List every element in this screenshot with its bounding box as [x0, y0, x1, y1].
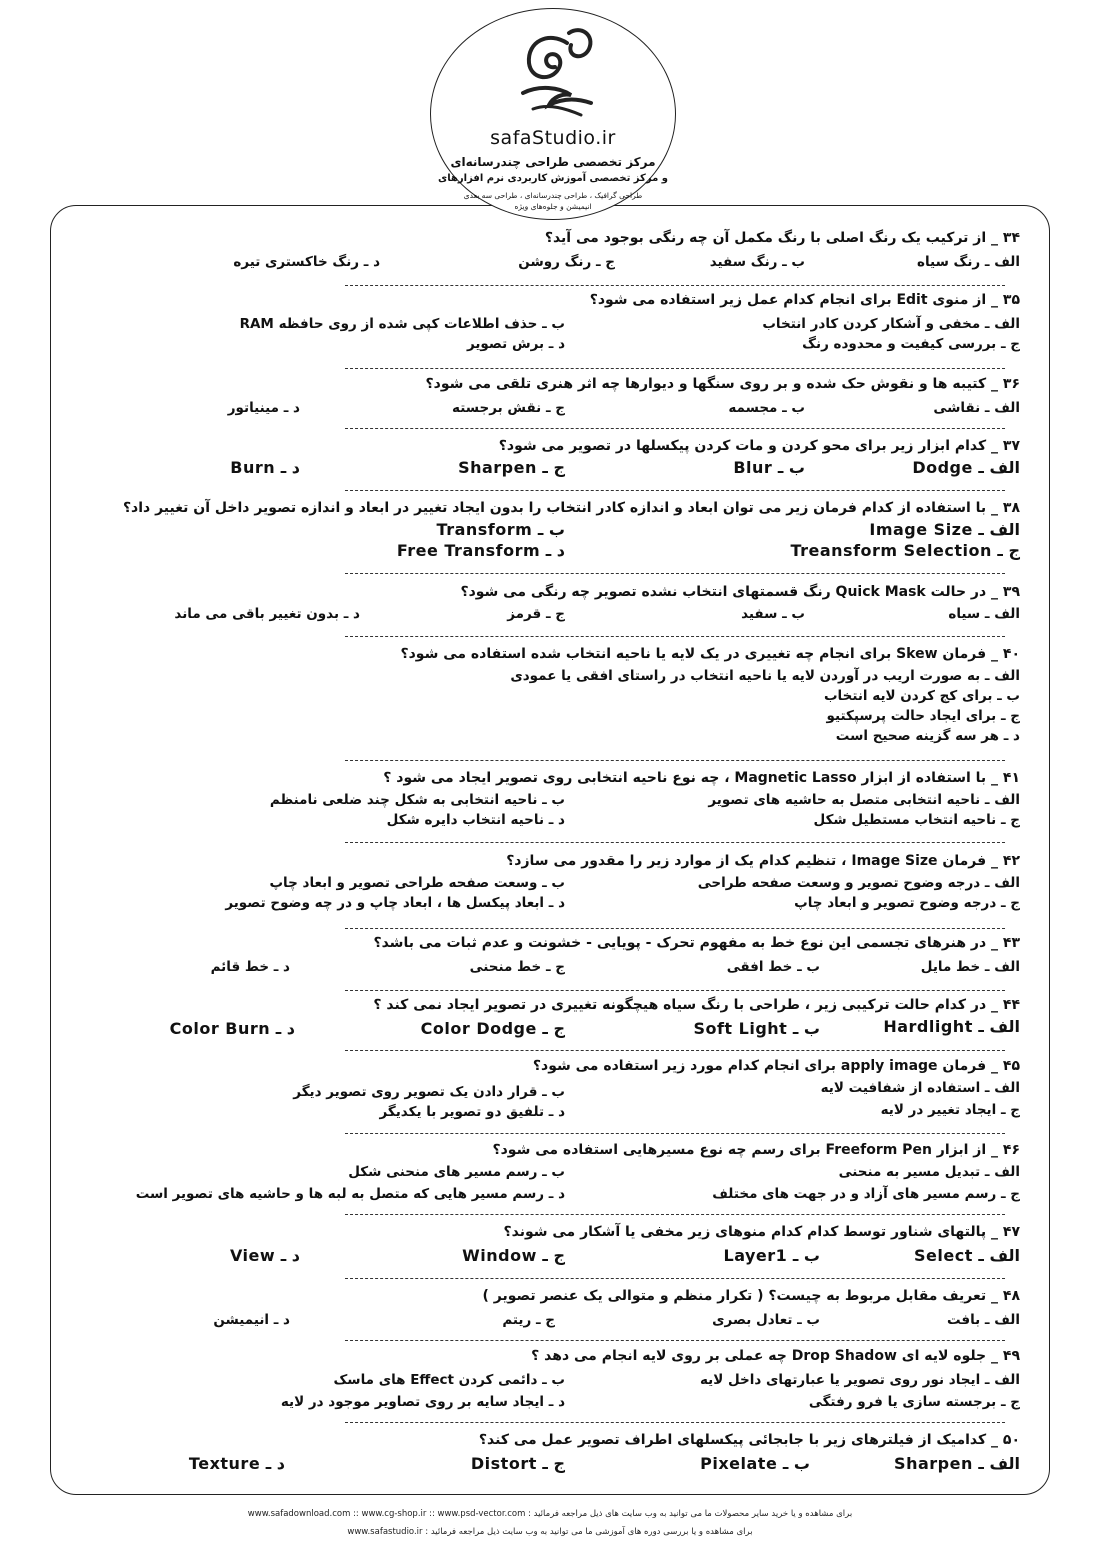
option-a: الف ـ Select [914, 1246, 1020, 1265]
footer-line-1: www.safadownload.com :: www.cg-shop.ir :: www.psd-vector.com : برای مشاهده و یا خرید سایر محصولات ما می توانید به وب سایت های ذیل مراجعه فرمائید [247, 1509, 853, 1519]
option-a: الف ـ تبدیل مسیر به منحنی [838, 1164, 1020, 1180]
option-b: ب ـ Blur [733, 458, 805, 477]
separator [345, 1278, 1005, 1279]
header-line-2: و مرکز تخصصی آموزش کاربردی نرم افزارهای [438, 173, 668, 184]
question-stem: ۳۴ _ از ترکیب یک رنگ اصلی با رنگ مکمل آن چه رنگی بوجود می آید؟ [544, 230, 1020, 246]
option-a: الف ـ مخفی و آشکار کردن کادر انتخاب [762, 316, 1020, 332]
option-b: ب ـ قرار دادن یک تصویر روی تصویر دیگر [293, 1084, 565, 1100]
option-c: ج ـ Treansform Selection [790, 541, 1020, 560]
question-stem: ۳۹ _ در حالت Quick Mask رنگ قسمتهای انتخاب نشده تصویر چه رنگی می شود؟ [460, 584, 1020, 600]
option-c: ج ـ بررسی کیفیت و محدوده رنگ [802, 336, 1020, 352]
separator [345, 573, 1005, 574]
separator [345, 1422, 1005, 1423]
option-b: ب ـ دائمی کردن Effect های ماسک [333, 1372, 565, 1388]
option-d: د ـ View [229, 1246, 300, 1265]
option-d: د ـ Free Transform [396, 541, 565, 560]
question-stem: ۴۲ _ فرمان Image Size ، تنظیم کدام یک از موارد زیر را مقدور می سازد؟ [506, 853, 1020, 869]
option-d: د ـ هر سه گزینه صحیح است [835, 728, 1020, 744]
separator [345, 842, 1005, 843]
option-d: د ـ تلفیق دو تصویر با یکدیگر [379, 1104, 565, 1120]
question-stem: ۵۰ _ کدامیک از فیلترهای زیر با جابجائی پیکسلهای اطراف تصویر عمل می کند؟ [478, 1432, 1020, 1448]
option-a: الف ـ Hardlight [883, 1017, 1020, 1036]
separator [345, 760, 1005, 761]
option-c: ج ـ ریتم [502, 1312, 555, 1328]
option-d: د ـ Color Burn [169, 1019, 295, 1038]
option-a: الف ـ رنگ سیاه [917, 254, 1020, 270]
option-d: د ـ ناحیه انتخاب دایره شکل [386, 812, 565, 828]
option-a: الف ـ ناحیه انتخابی متصل به حاشیه های تصویر [708, 792, 1020, 808]
option-d: د ـ انیمیشن [213, 1312, 290, 1328]
header-line-4: انیمیشن و جلوه‌های ویژه [514, 202, 592, 211]
option-c: ج ـ قرمز [507, 606, 565, 622]
option-b: ب ـ ناحیه انتخابی به شکل چند ضلعی نامنظم [269, 792, 565, 808]
option-c: ج ـ درجه وضوح تصویر و ابعاد چاپ [794, 895, 1020, 911]
option-d: د ـ خط قائم [210, 959, 290, 975]
option-a: الف ـ Dodge [912, 458, 1020, 477]
option-d: د ـ Texture [188, 1454, 285, 1473]
option-d: د ـ برش تصویر [466, 336, 565, 352]
separator [345, 428, 1005, 429]
option-a: الف ـ بافت [946, 1312, 1020, 1328]
option-c: ج ـ Color Dodge [420, 1019, 565, 1038]
separator [345, 285, 1005, 286]
separator [345, 490, 1005, 491]
option-b: ب ـ Layer1 [723, 1246, 820, 1265]
option-b: ب ـ خط افقی [726, 959, 820, 975]
option-c: ج ـ نقش برجسته [452, 400, 565, 416]
option-c: ج ـ ایجاد تغییر در لایه [880, 1102, 1020, 1118]
option-b: ب ـ رنگ سفید [709, 254, 805, 270]
option-a: الف ـ Image Size [869, 520, 1020, 539]
option-a: الف ـ خط مایل [920, 959, 1020, 975]
question-stem: ۴۹ _ جلوه لایه ای Drop Shadow چه عملی بر روی لایه انجام می دهد ؟ [531, 1348, 1020, 1364]
separator [345, 1340, 1005, 1341]
option-a: الف ـ سیاه [948, 606, 1020, 622]
option-b: ب ـ رسم مسیر های منحنی شکل [348, 1164, 565, 1180]
question-stem: ۳۷ _ کدام ابزار زیر برای محو کردن و مات کردن پیکسلها در تصویر می شود؟ [498, 438, 1020, 454]
question-stem: ۴۰ _ فرمان Skew برای انجام چه تغییری در یک لایه یا ناحیه انتخاب شده استفاده می شود؟ [400, 646, 1020, 662]
question-stem: ۴۸ _ تعریف مقابل مربوط به چیست؟ ( تکرار منظم و متوالی یک عنصر تصویر ) [482, 1288, 1020, 1304]
option-b: ب ـ Soft Light [693, 1019, 820, 1038]
option-a: الف ـ درجه وضوح تصویر و وسعت صفحه طراحی [697, 875, 1020, 891]
option-b: ب ـ وسعت صفحه طراحی تصویر و ابعاد چاپ [269, 875, 565, 891]
separator [345, 1133, 1005, 1134]
question-stem: ۴۶ _ از ابزار Freeform Pen برای رسم چه نوع مسیرهایی استفاده می شود؟ [492, 1142, 1020, 1158]
separator [345, 928, 1005, 929]
separator [345, 990, 1005, 991]
option-a: الف ـ استفاده از شفافیت لایه [820, 1080, 1020, 1096]
option-a: الف ـ ایجاد نور روی تصویر یا عبارتهای داخل لایه [699, 1372, 1020, 1388]
option-b: ب ـ سفید [741, 606, 805, 622]
logo-icon [509, 23, 599, 119]
separator [345, 1050, 1005, 1051]
option-d: د ـ رنگ خاکستری تیره [233, 254, 380, 270]
option-d: د ـ Burn [230, 458, 300, 477]
option-d: د ـ مینیاتور [227, 400, 300, 416]
option-b: ب ـ حذف اطلاعات کپی شده از روی حافظه RAM [239, 316, 565, 332]
option-c: ج ـ Sharpen [458, 458, 565, 477]
option-d: د ـ بدون تغییر باقی می ماند [174, 606, 360, 622]
option-c: ج ـ خط منحنی [469, 959, 565, 975]
option-d: د ـ ایجاد سایه بر روی تصاویر موجود در لایه [280, 1394, 565, 1410]
option-d: د ـ ابعاد پیکسل ها ، ابعاد چاپ و در چه وضوح تصویر [225, 895, 565, 911]
footer-line-2: www.safastudio.ir : برای مشاهده و یا بررسی دوره های آموزشی ما می توانید به وب سایت ذیل مراجعه فرمائید [347, 1527, 753, 1537]
option-a: الف ـ Sharpen [894, 1454, 1020, 1473]
question-stem: ۴۱ _ با استفاده از ابزار Magnetic Lasso ، چه نوع ناحیه انتخابی روی تصویر ایجاد می شود ؟ [383, 770, 1020, 786]
separator [345, 636, 1005, 637]
site-name: safaStudio.ir [490, 127, 616, 149]
question-stem: ۳۸ _ با استفاده از کدام فرمان زیر می توان ابعاد و اندازه کادر انتخاب را بدون ایجاد تغییر در ابعاد و اندازه تصویر داخل آن تغییر داد؟ [122, 500, 1020, 516]
option-b: ب ـ برای کج کردن لایه انتخاب [823, 688, 1020, 704]
option-a: الف ـ نقاشی [933, 400, 1020, 416]
question-stem: ۴۴ _ در کدام حالت ترکیبی زیر ، طراحی با رنگ سیاه هیچگونه تغییری در تصویر ایجاد نمی کند ؟ [373, 997, 1020, 1013]
option-b: ب ـ تعادل بصری [712, 1312, 820, 1328]
option-c: ج ـ Distort [470, 1454, 565, 1473]
option-c: ج ـ برجسته سازی یا فرو رفتگی [808, 1394, 1020, 1410]
separator [345, 1214, 1005, 1215]
option-b: ب ـ Pixelate [700, 1454, 810, 1473]
question-stem: ۴۳ _ در هنرهای تجسمی این نوع خط به مفهوم تحرک - پویایی - خشونت و عدم ثبات می باشد؟ [373, 935, 1020, 951]
option-c: ج ـ ناحیه انتخاب مستطیل شکل [813, 812, 1020, 828]
option-b: ب ـ مجسمه [728, 400, 805, 416]
header-line-1: مرکز تخصصی طراحی چندرسانه‌ای [450, 155, 656, 169]
header-line-3: طراحی گرافیک ، طراحی چندرسانه‌ای ، طراحی سه بعدی [463, 191, 643, 200]
question-stem: ۴۷ _ پالتهای شناور توسط کدام کدام منوهای زیر مخفی یا آشکار می شوند؟ [503, 1224, 1020, 1240]
question-stem: ۴۵ _ فرمان apply image برای انجام کدام مورد زیر استفاده می شود؟ [532, 1058, 1020, 1074]
separator [345, 368, 1005, 369]
option-d: د ـ رسم مسیر هایی که متصل به لبه ها و حاشیه های تصویر است [135, 1186, 565, 1202]
logo-badge [430, 8, 676, 220]
option-c: ج ـ Window [462, 1246, 565, 1265]
question-stem: ۳۵ _ از منوی Edit برای انجام کدام عمل زیر استفاده می شود؟ [589, 292, 1020, 308]
option-c: ج ـ رنگ روشن [518, 254, 615, 270]
option-c: ج ـ رسم مسیر های آزاد و در جهت های مختلف [712, 1186, 1020, 1202]
option-a: الف ـ به صورت اریب در آوردن لایه یا ناحیه انتخاب در راستای افقی یا عمودی [510, 668, 1020, 684]
option-c: ج ـ برای ایجاد حالت پرسپکتیو [826, 708, 1020, 724]
question-stem: ۳۶ _ کتیبه ها و نقوش حک شده و بر روی سنگها و دیوارها چه اثر هنری تلقی می شود؟ [425, 376, 1020, 392]
option-b: ب ـ Transform [436, 520, 565, 539]
